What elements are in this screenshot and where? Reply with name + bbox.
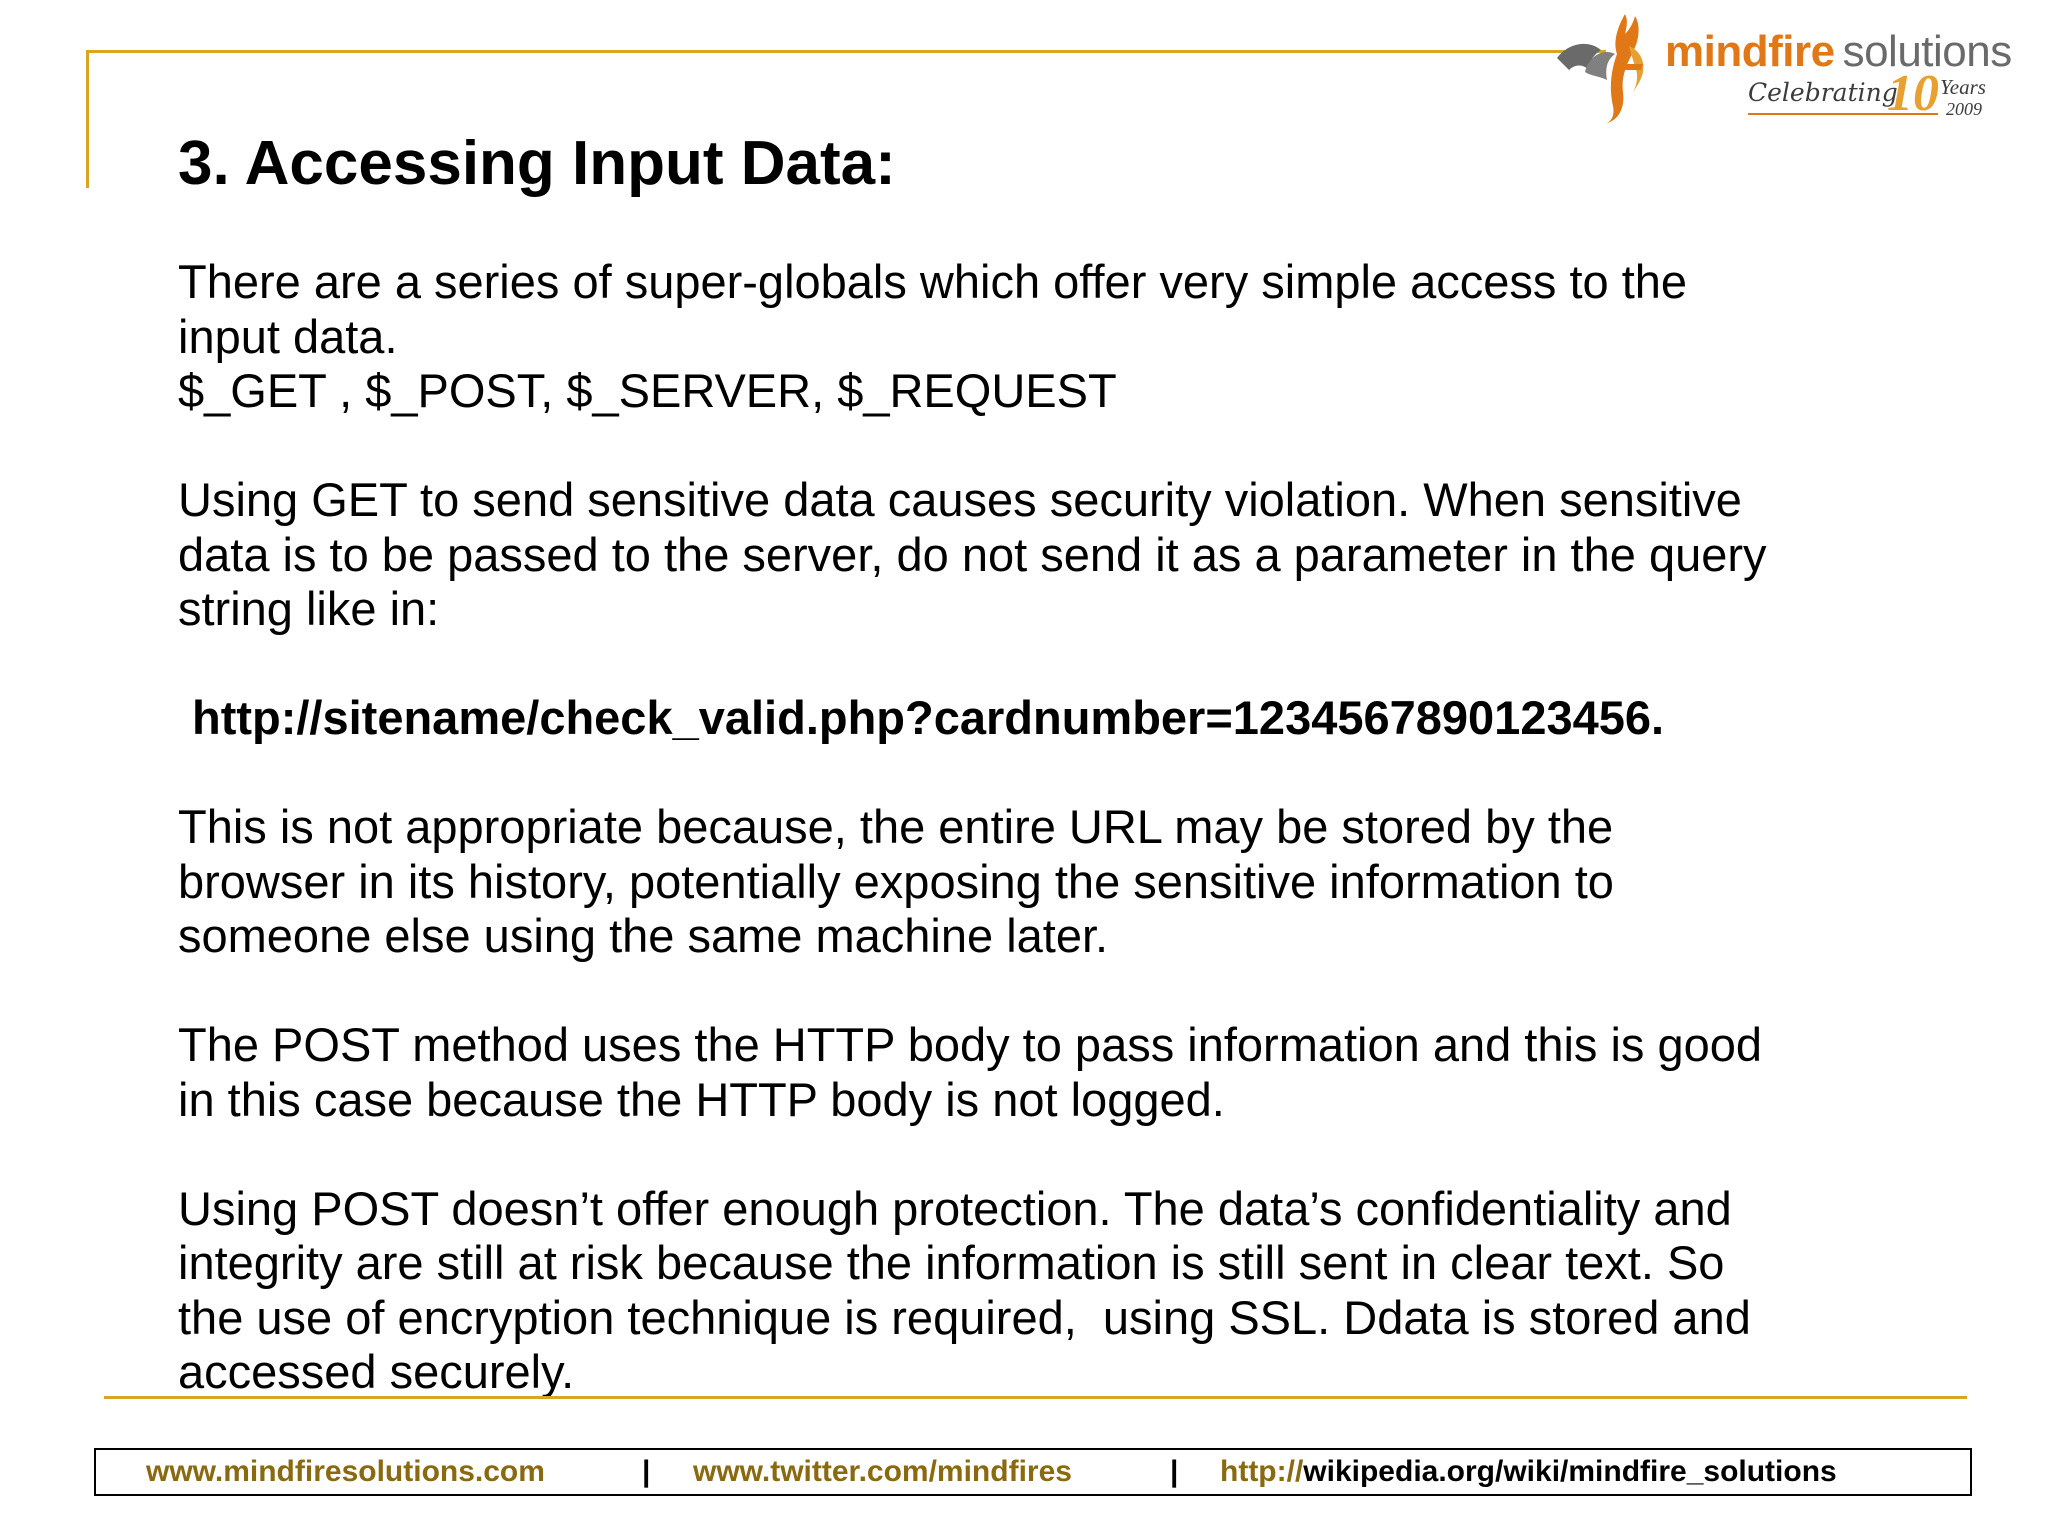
body-line: in this case because the HTTP body is not logged. xyxy=(178,1072,1225,1126)
footer-bar xyxy=(94,1448,1972,1496)
body-line: accessed securely. xyxy=(178,1345,575,1398)
logo-tagline: Celebrating xyxy=(1748,78,1898,107)
superglobals-list: $_GET , $_POST, $_SERVER, $_REQUEST xyxy=(178,364,1117,417)
paragraph-gap xyxy=(178,637,1978,692)
paragraph-gap xyxy=(178,964,1978,1019)
logo-years-label: Years xyxy=(1940,75,1986,99)
example-url: http://sitename/check_valid.php?cardnumber=1234567890123456. xyxy=(192,691,1665,744)
logo-anniversary-number: 10 xyxy=(1887,65,1939,122)
logo-brand-text xyxy=(1665,28,2012,76)
footer-rule xyxy=(104,1396,1967,1399)
header-rule xyxy=(86,50,1606,53)
body-line: This is not appropriate because, the entire URL may be stored by the xyxy=(178,800,1614,853)
body-line: the use of encryption technique is required, using SSL. Ddata is stored and xyxy=(178,1290,1751,1344)
footer-separator: | xyxy=(1170,1455,1179,1488)
footer-link-wikipedia[interactable] xyxy=(1220,1450,1837,1494)
footer-link-twitter[interactable]: www.twitter.com/mindfires xyxy=(693,1455,1072,1488)
header-left-rule xyxy=(86,50,89,188)
company-logo xyxy=(1555,6,2015,124)
footer-separator: | xyxy=(642,1455,651,1488)
paragraph-gap xyxy=(178,1127,1978,1182)
logo-brand-secondary: solutions xyxy=(1842,27,2012,76)
body-line: Using GET to send sensitive data causes security violation. When sensitive xyxy=(178,473,1742,526)
body-line: someone else using the same machine later. xyxy=(178,909,1109,962)
flame-figure-icon xyxy=(1555,6,1670,124)
slide-title: 3. Accessing Input Data: xyxy=(178,129,896,198)
slide-body xyxy=(178,255,1978,1400)
body-line: There are a series of super-globals which offer very simple access to the xyxy=(178,255,1688,308)
logo-brand-primary: mindfire xyxy=(1665,27,1835,76)
paragraph-gap xyxy=(178,746,1978,801)
body-line: string like in: xyxy=(178,582,440,635)
body-line: input data. xyxy=(178,309,398,363)
body-line: browser in its history, potentially exposing the sensitive information to xyxy=(178,854,1614,908)
logo-year: 2009 xyxy=(1946,99,1982,119)
paragraph-gap xyxy=(178,419,1978,474)
logo-underline xyxy=(1748,113,1938,115)
footer-link-website[interactable]: www.mindfiresolutions.com xyxy=(146,1455,545,1488)
body-line: The POST method uses the HTTP body to pass information and this is good xyxy=(178,1018,1763,1071)
body-line: integrity are still at risk because the information is still sent in clear text. So xyxy=(178,1236,1725,1289)
footer-link-wikipedia-path: wikipedia.org/wiki/mindfire_solutions xyxy=(1303,1455,1837,1488)
body-line: Using POST doesn’t offer enough protection. The data’s confidentiality and xyxy=(178,1181,1732,1235)
body-line: data is to be passed to the server, do not send it as a parameter in the query xyxy=(178,527,1767,581)
footer-link-wikipedia-prefix: http:// xyxy=(1220,1455,1304,1488)
